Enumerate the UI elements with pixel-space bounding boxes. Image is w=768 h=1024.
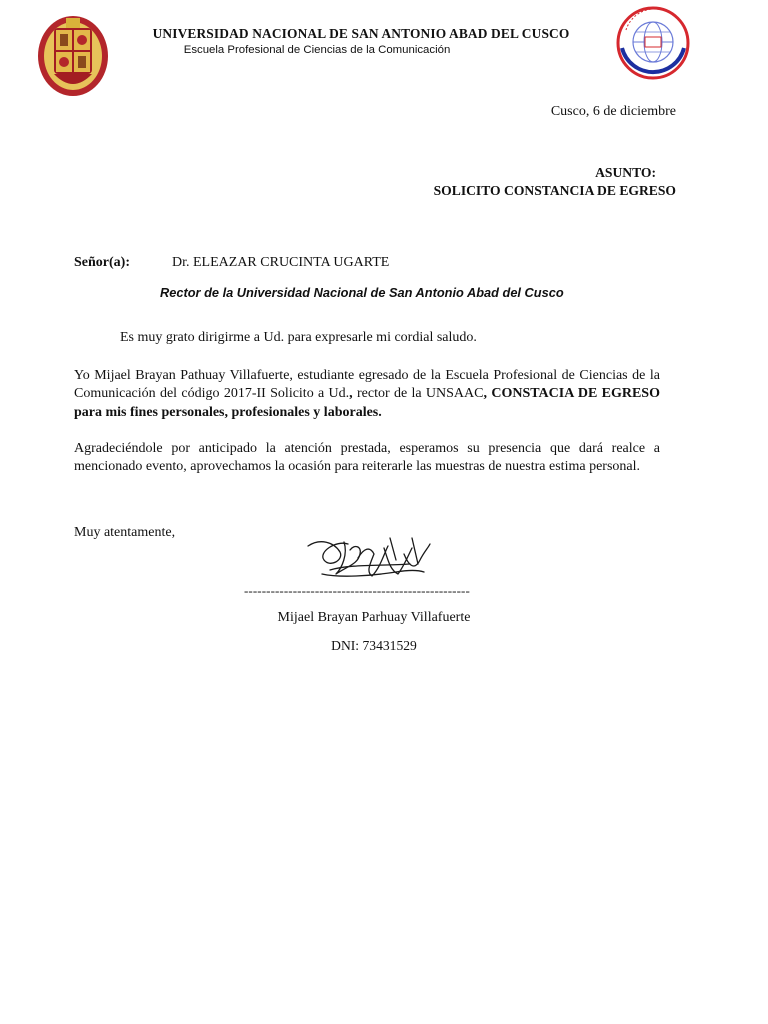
body-text-request-part2: rector de la UNSAAC <box>352 386 484 402</box>
school-name: Escuela Profesional de Ciencias de la Comunicación <box>183 44 451 56</box>
university-name: UNIVERSIDAD NACIONAL DE SAN ANTONIO ABAD DEL CUSCO <box>152 26 570 41</box>
recipient-title: Rector de la Universidad Nacional de San Antonio Abad del Cusco <box>160 285 564 300</box>
subject-text: SOLICITO CONSTANCIA DE EGRESO <box>433 183 676 198</box>
greeting-line: Es muy grato dirigirme a Ud. para expresarle mi cordial saludo. <box>120 330 477 345</box>
closing-line: Muy atentamente, <box>74 525 176 540</box>
subject-label: ASUNTO: <box>595 165 656 180</box>
signer-name: Mijael Brayan Parhuay Villafuerte <box>277 610 471 625</box>
body-text-comma: , <box>483 386 487 402</box>
body-paragraph-thanks: Agradeciéndole por anticipado la atención prestada, esperamos su presencia que dará realce a mencionado evento, aprovechamos la ocasión para reiterarle las muestras de nuestra estima personal. <box>74 441 660 475</box>
body-text-request-part1: Yo Mijael Brayan Pathuay Villafuerte, estudiante egresado de la Escuela Profesional de Ciencias de la Comunicación del código 2017-II Solicito a Ud. <box>74 368 660 402</box>
signature-line: --------------------------------------------------- <box>244 583 470 598</box>
school-seal-logo <box>614 4 692 82</box>
signer-dni: DNI: 73431529 <box>331 638 417 653</box>
letter-date: Cusco, 6 de diciembre <box>550 104 676 119</box>
body-text-request-bold: CONSTACIA DE EGRESO para mis fines personales, profesionales y laborales. <box>74 386 660 420</box>
body-paragraph-request <box>74 367 660 422</box>
recipient-label: Señor(a): <box>74 255 130 270</box>
body-text-comma: , <box>349 386 353 402</box>
recipient-name: Dr. ELEAZAR CRUCINTA UGARTE <box>172 255 390 270</box>
